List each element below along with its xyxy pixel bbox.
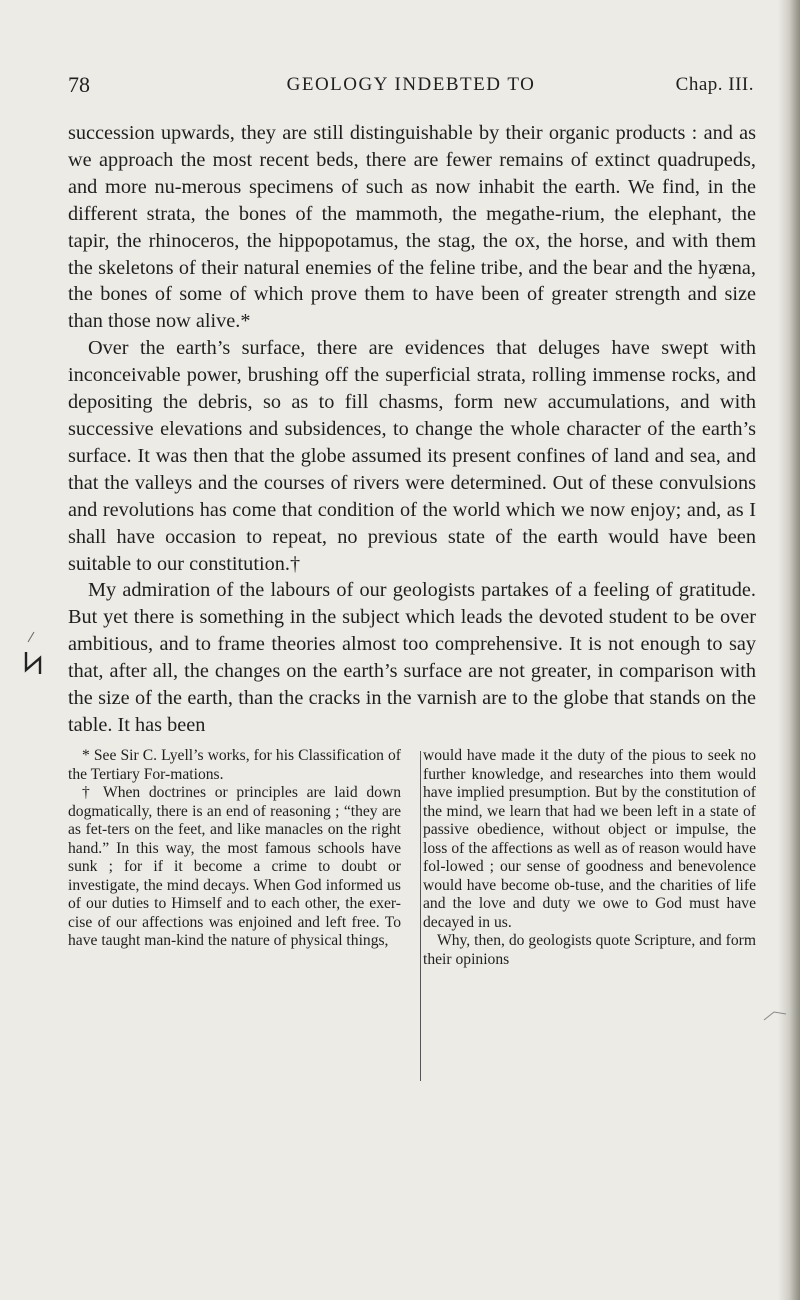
footnote-column-divider: [420, 751, 421, 1081]
footnotes: [68, 747, 756, 969]
running-title: GEOLOGY INDEBTED TO: [286, 74, 536, 95]
footnote-column-right: [423, 747, 756, 969]
pencil-stray-mark: [760, 990, 790, 1030]
page-edge-shadow: [778, 0, 800, 1300]
footnote-lyell: * See Sir C. Lyell’s works, for his Classification of the Tertiary For-mations.: [68, 747, 401, 783]
chapter-label: Chap. III.: [675, 74, 754, 95]
footnote-geologists: Why, then, do geologists quote Scripture, and form their opinions: [423, 932, 756, 968]
footnote-doctrines: † When doctrines or principles are laid down dogmatically, there is an end of reasoning ; “they are as fet-ters on the feet, and like manacles on the right hand.” In this way, the most famous schools have sunk ; for if it become a crime to doubt or investigate, the mind decays. When God informed us of our duties to Himself and to each other, the exer-cise of our affections was enjoined and left free. To have taught man-kind the nature of physical things,: [68, 784, 401, 949]
footnote-continuation: would have made it the duty of the pious to seek no further knowledge, and researches into them would have implied presumption. But by the constitution of the mind, we learn that had we been left in a state of passive obedience, without object or impulse, the loss of the affections as well as of reason would have fol-lowed ; our sense of goodness and benevolence would have become ob-tuse, and the charities of life and the love and duty we owe to God must have decayed in us.: [423, 747, 756, 931]
footnote-column-left: [68, 747, 401, 969]
paragraph-2: Over the earth’s surface, there are evidences that deluges have swept with inconceivable power, brushing off the superficial strata, rolling immense rocks, and depositing the debris, so as to fill chasms, form new accumulations, and with successive elevations and subsidences, to change the whole character of the earth’s surface. It was then that the globe assumed its present confines of land and sea, and that the valleys and the courses of rivers were determined. Out of these convulsions and revolutions has come that condition of the world which we now enjoy; and, as I shall have occasion to repeat, no previous state of the earth would have been suitable to our constitution.†: [68, 337, 756, 575]
paragraph-3: My admiration of the labours of our geologists partakes of a feeling of gratitude. But yet there is something in the subject which leads the devoted student to be over ambitious, and to frame theories almost too comprehensive. It is not enough to say that, after all, the changes on the earth’s surface are not greater, in comparison with the size of the earth, than the cracks in the varnish are to the globe that stands on the table. It has been: [68, 579, 756, 736]
main-text: [68, 120, 756, 739]
page-number: 78: [68, 72, 90, 97]
paragraph-1: succession upwards, they are still distinguishable by their organic products : and as we approach the most recent beds, there are fewer remains of extinct quadrupeds, and more nu-merous specimens of such as now inhabit the earth. We find, in the different strata, the bones of the mammoth, the megathe-rium, the elephant, the tapir, the rhinoceros, the hippopotamus, the stag, the ox, the horse, and with them the skeletons of their natural enemies of the feline tribe, and the bear and the hyæna, the bones of some of which prove them to have been of greater strength and size than those now alive.*: [68, 122, 756, 333]
running-header: [68, 64, 754, 98]
pencil-margin-mark: [18, 628, 48, 678]
